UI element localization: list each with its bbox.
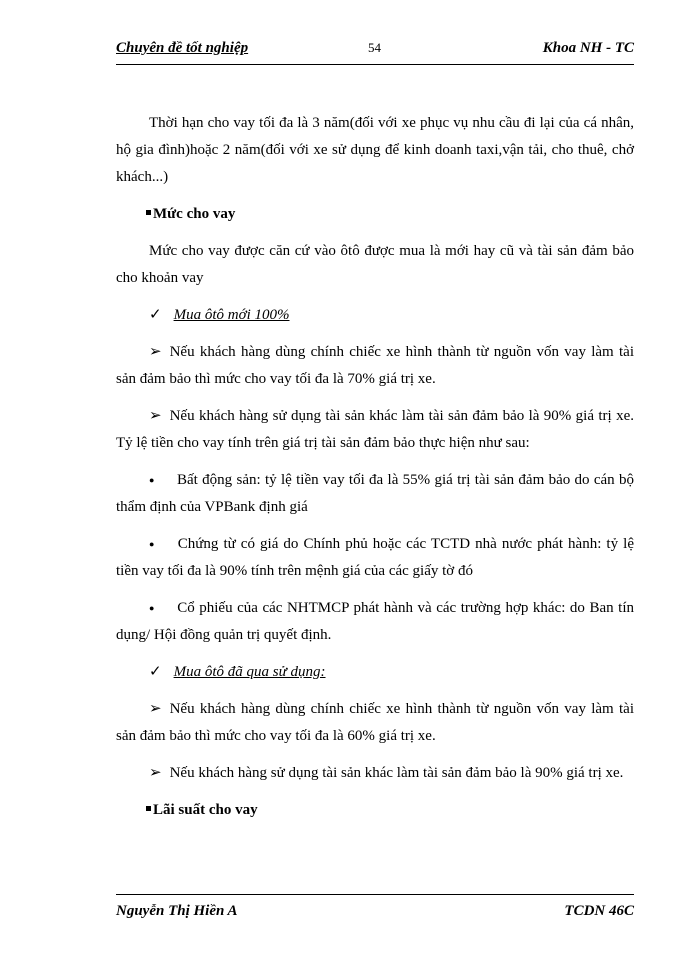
arrow-item — [116, 760, 634, 787]
bullet-item — [116, 467, 634, 521]
loan-amount-paragraph: Mức cho vay được căn cứ vào ôtô được mua là mới hay cũ và tài sản đảm bảo cho khoản vay — [116, 243, 634, 286]
section-heading-interest-rate — [116, 797, 634, 824]
arrow-item — [116, 696, 634, 750]
bullet-icon: ● — [149, 603, 156, 614]
page-header — [116, 40, 634, 65]
subsection-label: Mua ôtô mới 100% — [173, 307, 290, 323]
arrow-icon: ➢ — [149, 408, 162, 424]
arrow-icon: ➢ — [149, 701, 162, 718]
arrow-item-text: Nếu khách hàng sử dụng tài sản khác làm tài sản đảm bảo là 90% giá trị xe. Tỷ lệ tiền cho vay tính trên giá trị tài sản đảm bảo thực hiện như sau: — [116, 408, 634, 451]
bullet-item-text: Chứng từ có giá do Chính phủ hoặc các TCTD nhà nước phát hành: tỷ lệ tiền vay tối đa là 90% tính trên mệnh giá của các giấy tờ đó — [116, 536, 634, 580]
check-icon: ✓ — [149, 664, 162, 681]
heading-text: Mức cho vay — [153, 206, 236, 222]
arrow-icon: ➢ — [149, 765, 162, 782]
footer-class: TCDN 46C — [564, 903, 634, 919]
arrow-item — [116, 339, 634, 393]
bullet-item-text: Bất động sản: tỷ lệ tiền vay tối đa là 55% giá trị tài sản đảm bảo do cán bộ thẩm định của VPBank định giá — [116, 472, 635, 516]
arrow-item-text: Nếu khách hàng sử dụng tài sản khác làm tài sản đảm bảo là 90% giá trị xe. — [169, 765, 624, 782]
square-bullet-icon — [146, 806, 151, 811]
bullet-item — [116, 531, 634, 585]
arrow-item-text: Nếu khách hàng dùng chính chiếc xe hình thành từ nguồn vốn vay làm tài sản đảm bảo thì mức cho vay tối đa là 60% giá trị xe. — [116, 701, 634, 745]
section-heading-loan-amount — [116, 201, 634, 228]
page-footer — [116, 894, 634, 925]
bullet-item-text: Cổ phiếu của các NHTMCP phát hành và các trường hợp khác: do Ban tín dụng/ Hội đồng quản trị quyết định. — [116, 600, 634, 644]
bullet-icon: ● — [149, 475, 156, 486]
arrow-item — [116, 403, 634, 457]
bullet-item — [116, 595, 634, 649]
loan-term-paragraph: Thời hạn cho vay tối đa là 3 năm(đối với xe phục vụ nhu cầu đi lại của cá nhân, hộ gia đình)hoặc 2 năm(đối với xe sử dụng để kinh doanh taxi,vận tải, cho thuê, chở khách...) — [116, 115, 634, 185]
document-body — [116, 110, 634, 834]
page-number: 54 — [368, 40, 381, 55]
heading-text: Lãi suất cho vay — [153, 802, 258, 819]
arrow-icon: ➢ — [149, 344, 162, 360]
footer-author: Nguyễn Thị Hiền A — [116, 903, 238, 919]
header-title: Chuyên đề tốt nghiệp — [116, 40, 249, 56]
header-department: Khoa NH - TC — [542, 40, 634, 56]
subsection-used-car — [116, 659, 634, 686]
arrow-item-text: Nếu khách hàng dùng chính chiếc xe hình thành từ nguồn vốn vay làm tài sản đảm bảo thì mức cho vay tối đa là 70% giá trị xe. — [116, 344, 634, 387]
subsection-label: Mua ôtô đã qua sử dụng: — [173, 664, 326, 681]
check-icon: ✓ — [149, 307, 162, 323]
subsection-new-car — [116, 302, 634, 329]
square-bullet-icon — [146, 210, 151, 215]
bullet-icon: ● — [149, 539, 156, 550]
